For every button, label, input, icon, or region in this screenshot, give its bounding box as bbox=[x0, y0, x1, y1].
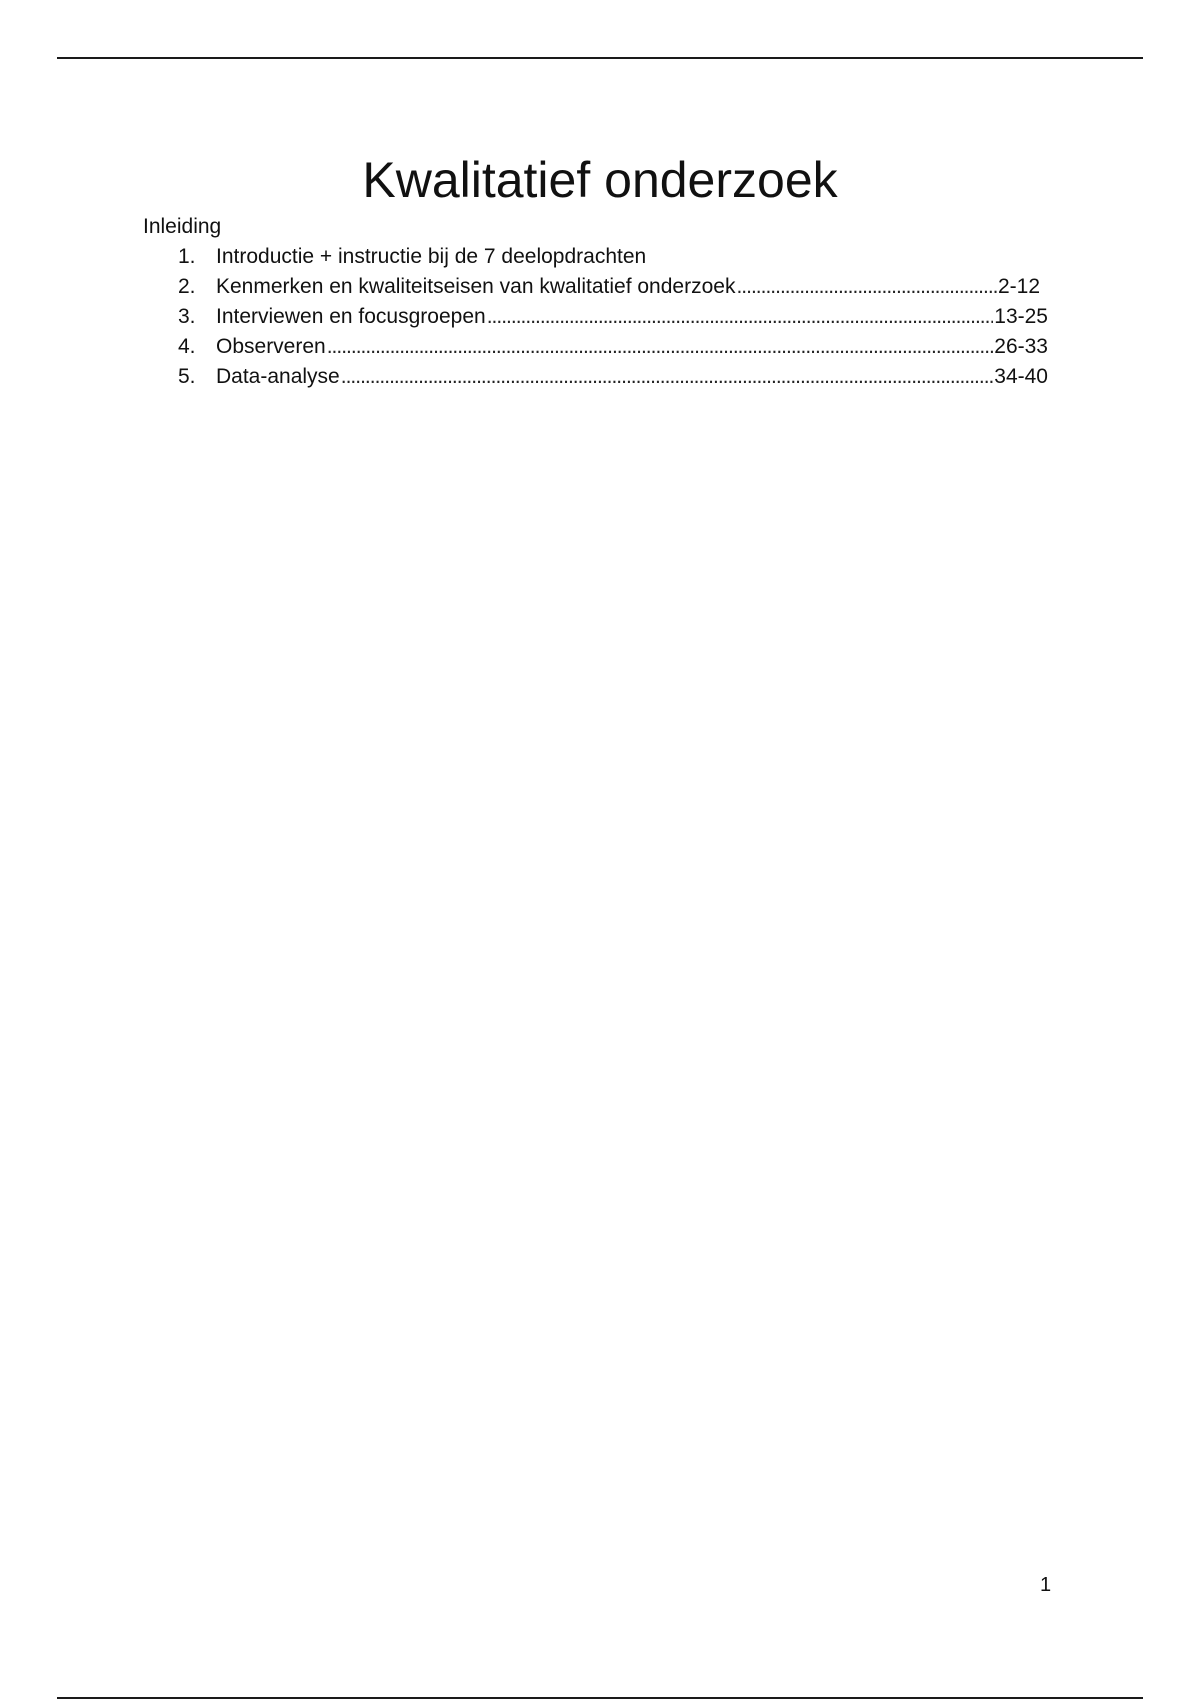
toc-item-interviewen bbox=[178, 302, 1048, 332]
toc-title: Observeren bbox=[216, 335, 326, 358]
toc-item-data-analyse bbox=[178, 362, 1048, 392]
toc-pages: 13-25 bbox=[994, 305, 1048, 328]
toc-leader-dots bbox=[487, 302, 994, 332]
toc-pages: 2-12 bbox=[997, 275, 1040, 298]
footer-rule bbox=[57, 1697, 1143, 1699]
toc-pages: 34-40 bbox=[994, 365, 1048, 388]
intro-label: Inleiding bbox=[143, 215, 222, 238]
document-title: Kwalitatief onderzoek bbox=[362, 152, 838, 208]
toc-number: 2. bbox=[178, 275, 196, 298]
toc-title: Introductie + instructie bij de 7 deelopdrachten bbox=[216, 245, 647, 268]
toc-number: 3. bbox=[178, 305, 196, 328]
toc-title: Kenmerken en kwaliteitseisen van kwalitatief onderzoek bbox=[216, 275, 736, 298]
header-rule bbox=[57, 57, 1143, 59]
table-of-contents bbox=[178, 242, 1048, 392]
page-number: 1 bbox=[1040, 1574, 1052, 1596]
toc-title: Interviewen en focusgroepen bbox=[216, 305, 486, 328]
toc-leader-dots bbox=[327, 332, 994, 362]
toc-title: Data-analyse bbox=[216, 365, 340, 388]
toc-number: 4. bbox=[178, 335, 196, 358]
toc-item-observeren bbox=[178, 332, 1048, 362]
toc-number: 1. bbox=[178, 245, 196, 268]
toc-item-kenmerken bbox=[178, 272, 1040, 302]
toc-leader-dots bbox=[341, 362, 994, 392]
toc-number: 5. bbox=[178, 365, 196, 388]
toc-item-introductie bbox=[178, 242, 1048, 272]
toc-leader-dots bbox=[736, 272, 997, 302]
toc-pages: 26-33 bbox=[994, 335, 1048, 358]
